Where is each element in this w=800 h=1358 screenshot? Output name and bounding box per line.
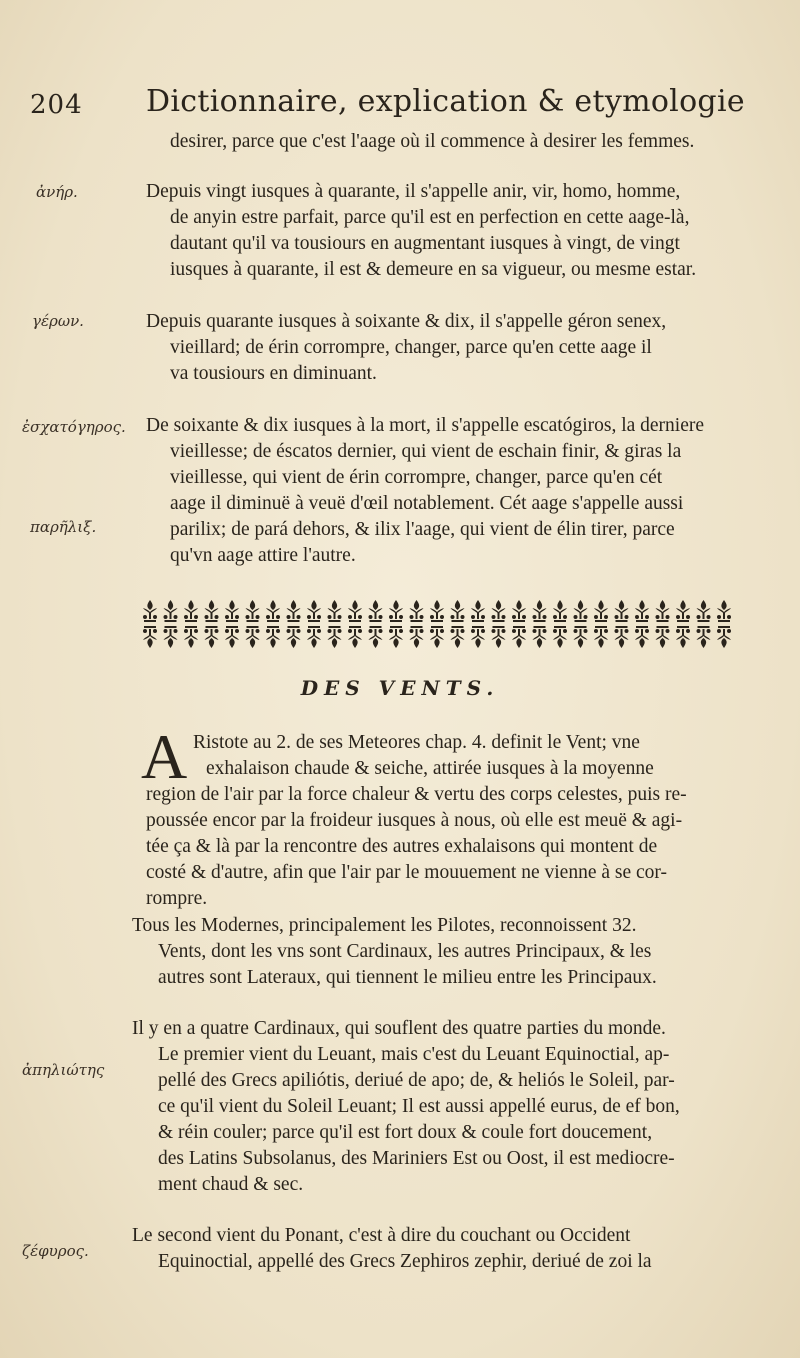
fleuron-glyph [143,600,157,622]
text-line: De soixante & dix iusques à la mort, il s'appelle escatógiros, la derniere [146,415,705,436]
fleuron-glyph [451,600,465,622]
fleuron-glyph [676,600,690,622]
margin-note: ἐσχατόγηρος. [22,418,126,436]
fleuron-glyph [348,626,362,648]
fleuron-glyph [594,600,608,622]
text-line: exhalaison chaude & seiche, attirée iusques à la moyenne [206,758,654,779]
text-line: de anyin estre parfait, parce qu'il est en perfection en cette aage-là, [170,207,690,228]
fleuron-glyph [717,600,731,622]
fleuron-glyph [574,600,588,622]
fleuron-glyph [430,600,444,622]
fleuron-glyph [266,600,280,622]
text-line: Depuis vingt iusques à quarante, il s'appelle anir, vir, homo, homme, [146,181,681,202]
fleuron-glyph [656,626,670,648]
fleuron-glyph [369,626,383,648]
text-line: ment chaud & sec. [158,1174,304,1195]
margin-note: ζέφυρος. [22,1242,89,1260]
text-line: tée ça & là par la rencontre des autres exhalaisons qui montent de [146,836,658,857]
fleuron-glyph [348,600,362,622]
fleuron-glyph [697,626,711,648]
fleuron-glyph [594,626,608,648]
text-line: rompre. [146,888,208,909]
text-line: Depuis quarante iusques à soixante & dix, il s'appelle géron senex, [146,311,667,332]
fleuron-glyph [471,600,485,622]
fleuron-glyph [553,600,567,622]
fleuron-glyph [656,600,670,622]
text-line: pellé des Grecs apiliótis, deriué de apo; de, & heliós le Soleil, par- [158,1070,675,1091]
margin-note: γέρων. [32,312,84,330]
text-line: vieillard; de érin corrompre, changer, parce qu'en cette aage il [170,337,652,358]
text-line: ce qu'il vient du Soleil Leuant; Il est aussi appellé eurus, de ef bon, [158,1096,680,1117]
text-line: Vents, dont les vns sont Cardinaux, les autres Principaux, & les [158,941,652,962]
text-line: autres sont Lateraux, qui tiennent le milieu entre les Principaux. [158,967,657,988]
fleuron-glyph [553,626,567,648]
fleuron-glyph [287,600,301,622]
text-line: costé & d'autre, afin que l'air par le mouuement ne vienne à se cor- [146,862,668,883]
fleuron-glyph [225,626,239,648]
text-line: desirer, parce que c'est l'aage où il commence à desirer les femmes. [170,131,695,152]
fleuron-glyph [676,626,690,648]
fleuron-glyph [307,626,321,648]
fleuron-glyph [615,600,629,622]
text-line: Il y en a quatre Cardinaux, qui souflent des quatre parties du monde. [132,1018,666,1039]
fleuron-glyph [533,600,547,622]
fleuron-glyph [246,600,260,622]
fleuron-glyph [512,600,526,622]
page-header [30,84,780,134]
drop-cap: A [141,721,188,792]
margin-note: ἀπηλιώτης [22,1061,105,1079]
text-line: va tousiours en diminuant. [170,363,377,384]
fleuron-glyph [225,600,239,622]
fleuron-glyph [328,600,342,622]
text-line: vieillesse; de éscatos dernier, qui vient de eschain finir, & giras la [170,441,682,462]
text-line: Ristote au 2. de ses Meteores chap. 4. definit le Vent; vne [193,732,640,753]
fleuron-glyph [574,626,588,648]
fleuron-glyph [205,600,219,622]
fleuron-glyph [205,626,219,648]
fleuron-glyph [492,626,506,648]
fleuron-glyph [246,626,260,648]
text-line: poussée encor par la froideur iusques à nous, où elle est meuë & agi- [146,810,683,831]
fleuron-glyph [369,600,383,622]
text-line: qu'vn aage attire l'autre. [170,545,356,566]
fleuron-glyph [328,626,342,648]
fleuron-glyph [533,626,547,648]
ornamental-band [140,598,736,654]
text-line: parilix; de pará dehors, & ilix l'aage, qui vient de élin tirer, parce [170,519,675,540]
fleuron-glyph [287,626,301,648]
text-line: vieillesse, qui vient de érin corrompre, changer, parce qu'en cét [170,467,663,488]
text-line: dautant qu'il va tousiours en augmentant iusques à vingt, de vingt [170,233,680,254]
fleuron-glyph [143,626,157,648]
text-line: region de l'air par la force chaleur & vertu des corps celestes, puis re- [146,784,687,805]
fleuron-glyph [451,626,465,648]
fleuron-glyph [164,626,178,648]
fleuron-glyph [697,600,711,622]
fleuron-glyph [410,600,424,622]
fleuron-glyph [389,600,403,622]
fleuron-glyph [184,600,198,622]
text-line: Le premier vient du Leuant, mais c'est du Leuant Equinoctial, ap- [158,1044,670,1065]
running-title: Dictionnaire, explication & etymologie [146,84,745,119]
fleuron-glyph [717,626,731,648]
margin-note: ἀνήρ. [36,183,78,201]
fleuron-glyph [389,626,403,648]
fleuron-glyph [492,600,506,622]
text-line: iusques à quarante, il est & demeure en sa vigueur, ou mesme estar. [170,259,697,280]
fleuron-glyph [184,626,198,648]
margin-note: παρῆλιξ. [30,518,97,536]
fleuron-glyph [512,626,526,648]
fleuron-glyph [266,626,280,648]
fleuron-glyph [471,626,485,648]
text-line: & réin couler; parce qu'il est fort doux & coule fort doucement, [158,1122,653,1143]
section-title: DES VENTS. [300,676,500,700]
fleuron-glyph [635,626,649,648]
fleuron-glyph [410,626,424,648]
text-line: aage il diminuë à veuë d'œil notablement. Cét aage s'appelle aussi [170,493,684,514]
fleuron-glyph [430,626,444,648]
text-line: Le second vient du Ponant, c'est à dire du couchant ou Occident [132,1225,631,1246]
fleuron-glyph [615,626,629,648]
page-number: 204 [30,90,83,120]
text-line: Tous les Modernes, principalement les Pilotes, reconnoissent 32. [132,915,637,936]
text-line: des Latins Subsolanus, des Mariniers Est ou Oost, il est mediocre- [158,1148,675,1169]
fleuron-glyph [307,600,321,622]
fleuron-glyph [635,600,649,622]
text-line: Equinoctial, appellé des Grecs Zephiros zephir, deriué de zoi la [158,1251,652,1272]
fleuron-glyph [164,600,178,622]
